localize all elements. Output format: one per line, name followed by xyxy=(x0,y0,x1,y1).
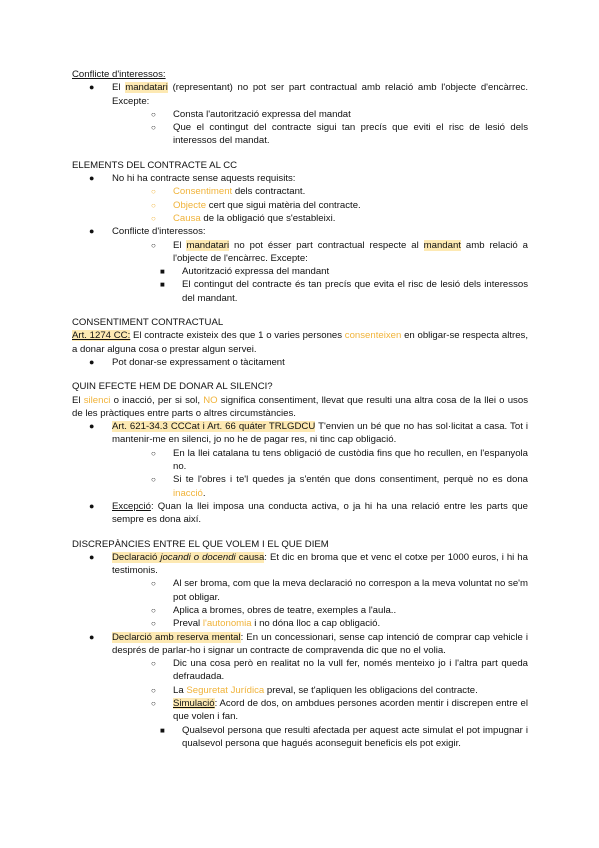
list-item: ○ Al ser broma, com que la meva declaració no correspon a la meva voluntat no se'm pot obligar. xyxy=(151,578,528,603)
list-item: ○ Que el contingut del contracte sigui tan precís que eviti el risc de lesió dels interessos del mandat. xyxy=(151,122,528,147)
list-item: ● No hi ha contracte sense aquests requisits: xyxy=(89,173,296,185)
list-item: ■ Qualsevol persona que resulti afectada per aquest acte simulat el pot impugnar i qualsevol persona que hagués aconseguit beneficis els pot exigir. xyxy=(160,724,528,749)
list-item: ● El mandatari (representant) no pot ser part contractual amb relació amb l'objecte d'encàrrec. Excepte: xyxy=(89,82,528,107)
list-item: ○ Consta l'autorització expressa del mandat xyxy=(151,108,351,120)
list-item: ■ El contingut del contracte és tan precís que evita el risc de lesió dels interessos del mandant. xyxy=(160,279,528,304)
list-item: ○ Causa de la obligació que s'estableixi. xyxy=(151,212,336,224)
heading-discrepancies: DISCREPÀNCIES ENTRE EL QUE VOLEM I EL QUE DIEM xyxy=(72,538,329,550)
list-item: ○ En la llei catalana tu tens obligació de custòdia fins que ho recullen, en l'espanyola no. xyxy=(151,447,528,473)
heading-silenci: QUIN EFECTE HEM DE DONAR AL SILENCI? xyxy=(72,381,273,393)
list-item: ● Pot donar-se expressament o tàcitament xyxy=(89,356,285,368)
heading-conflicte: Conflicte d'interessos: xyxy=(72,69,166,80)
list-item: ● Excepció: Quan la llei imposa una conducta activa, o ja hi ha una relació entre les parts que sempre es dona així. xyxy=(89,500,528,526)
list-item: ● Declaració jocandi o docendi causa: Et dic en broma que et venc el cotxe per 1000 euros, i hi ha testimonis. xyxy=(89,551,528,577)
list-item: ○ Preval l'autonomia i no dóna lloc a cap obligació. xyxy=(151,618,381,630)
heading-elements: ELEMENTS DEL CONTRACTE AL CC xyxy=(72,159,238,171)
list-item: ● Art. 621-34.3 CCCat i Art. 66 quáter TRLGDCU T'envien un bé que no has sol·licitat a casa. Tot i mantenir-me en silenci, jo no he de pagar res, ni tinc cap obligació. xyxy=(89,421,529,446)
list-item: ○ Consentiment dels contractant. xyxy=(151,186,306,198)
list-item: ○ Aplica a bromes, obres de teatre, exemples a l'aula.. xyxy=(151,604,397,616)
paragraph: Art. 1274 CC: El contracte existeix des que 1 o varies persones consenteixen en obligar-se respecta altres, a donar alguna cosa o prestar algun servei. xyxy=(72,330,528,355)
paragraph: El silenci o inacció, per si sol, NO significa consentiment, llevat que resulti una altra cosa de la llei o usos de les pràctiques entre parts o altres circumstàncies. xyxy=(72,394,528,419)
list-item: ● Declarció amb reserva mental: En un concessionari, sense cap intenció de comprar cap vehicle i després de parlar-ho i signar un contracte de compravenda dic que no el volia. xyxy=(89,631,528,656)
list-item: ● Conflicte d'interessos: xyxy=(89,226,206,238)
list-item: ○ Objecte cert que sigui matèria del contracte. xyxy=(151,199,361,211)
document-page xyxy=(72,68,528,750)
list-item: ■ Autorització expressa del mandant xyxy=(160,266,330,278)
list-item: ○ Si te l'obres i te'l quedes ja s'entén que dons consentiment, perquè no es dona inacció. xyxy=(151,474,528,499)
list-item: ○ El mandatari no pot ésser part contractual respecte al mandant amb relació a l'objecte de l'encàrrec. Excepte: xyxy=(151,239,528,264)
list-item: ○ Dic una cosa però en realitat no la vull fer, només menteixo jo i l'altra part queda defraudada. xyxy=(151,658,528,683)
list-item: ○ La Seguretat Jurídica preval, se t'apliquen les obligacions del contracte. xyxy=(151,684,478,696)
list-item: ○ Simulació: Acord de dos, on ambdues persones acorden mentir i discrepen entre el que volen i fan. xyxy=(151,698,528,723)
heading-consentiment: CONSENTIMENT CONTRACTUAL xyxy=(72,317,224,329)
